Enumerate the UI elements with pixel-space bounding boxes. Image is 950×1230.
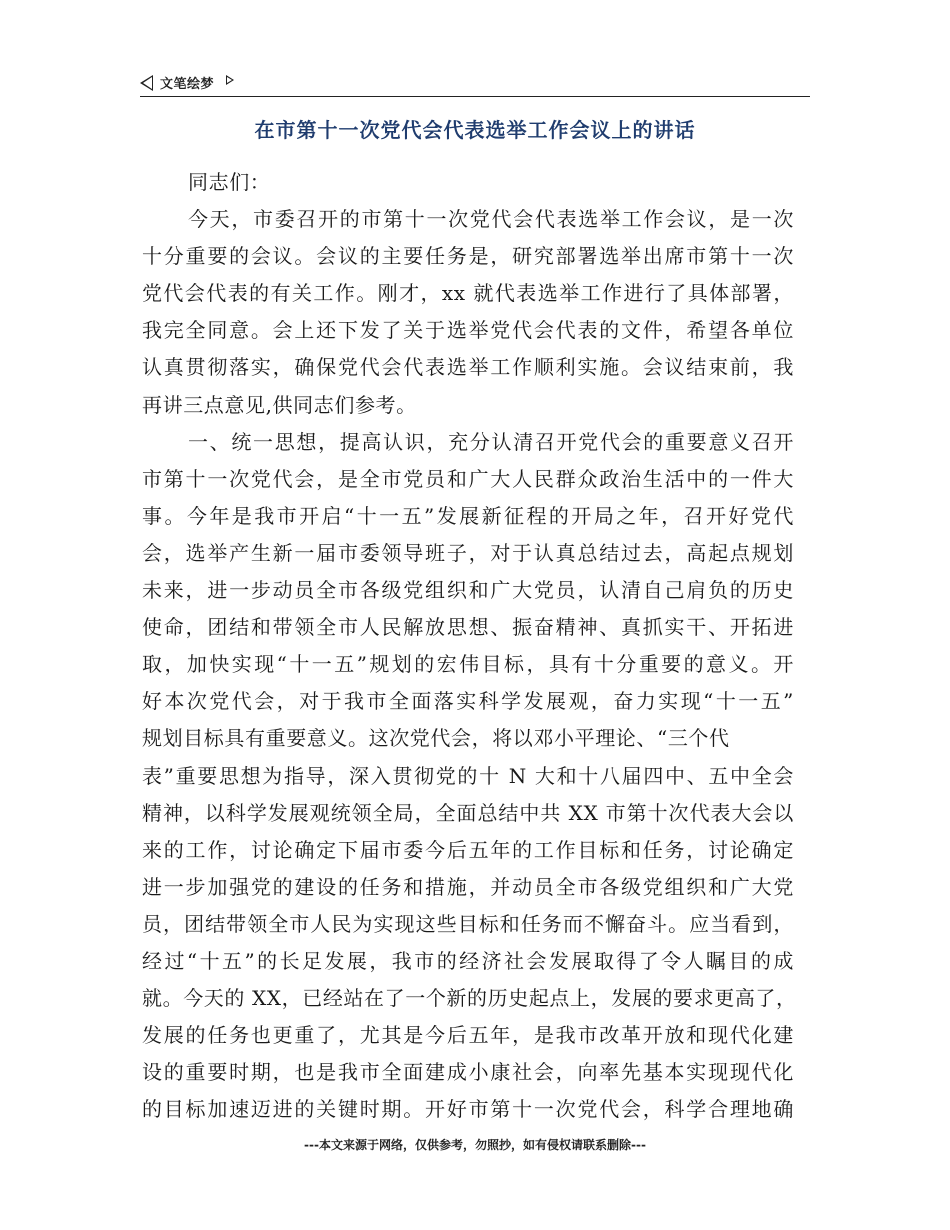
- page-footer: ---本文来源于网络，仅供参考，勿照抄，如有侵权请联系删除---: [304, 1138, 646, 1152]
- text-line: 党代会代表的有关工作。刚才，xx 就代表选举工作进行了具体部署，: [142, 281, 794, 306]
- text-line: 我完全同意。会上还下发了关于选举党代会代表的文件，希望各单位: [142, 318, 794, 343]
- text-line: 事。今年是我市开启“十一五”发展新征程的开局之年，召开好党代: [142, 503, 794, 528]
- text-line: 十分重要的会议。会议的主要任务是，研究部署选举出席市第十一次: [142, 244, 794, 269]
- document-title: 在市第十一次党代会代表选举工作会议上的讲话: [254, 118, 696, 142]
- text-line: 设的重要时期，也是我市全面建成小康社会，向率先基本实现现代化: [142, 1060, 794, 1085]
- paragraph-2: [142, 424, 797, 1129]
- document-body: [142, 164, 797, 1128]
- text-line: 再讲三点意见,供同志们参考。: [142, 392, 417, 417]
- text-line: 一、统一思想，提高认识，充分认清召开党代会的重要意义召开: [188, 429, 794, 454]
- text-line: 好本次党代会，对于我市全面落实科学发展观，奋力实现“十一五”: [142, 689, 794, 714]
- text-line: 认真贯彻落实，确保党代会代表选举工作顺利实施。会议结束前，我: [142, 355, 794, 380]
- text-line: 就。今天的 XX，已经站在了一个新的历史起点上，发展的要求更高了，: [142, 986, 797, 1011]
- text-line: 来的工作，讨论确定下届市委今后五年的工作目标和任务，讨论确定: [142, 837, 794, 862]
- text-line: 经过“十五”的长足发展，我市的经济社会发展取得了令人瞩目的成: [142, 948, 794, 973]
- text-line: 会，选举产生新一届市委领导班子，对于认真总结过去，高起点规划: [142, 540, 794, 565]
- page-header: [140, 72, 810, 97]
- text-line: 规划目标具有重要意义。这次党代会，将以邓小平理论、“三个代: [142, 726, 730, 751]
- triangle-right-icon: [226, 75, 234, 85]
- text-line: 未来，进一步动员全市各级党组织和广大党员，认清自己肩负的历史: [142, 578, 794, 603]
- triangle-left-icon: [140, 75, 153, 91]
- text-line: 表”重要思想为指导，深入贯彻党的十 N 大和十八届四中、五中全会: [142, 763, 794, 788]
- text-line: 今天，市委召开的市第十一次党代会代表选举工作会议，是一次: [188, 207, 794, 232]
- text-line: 进一步加强党的建设的任务和措施，并动员全市各级党组织和广大党: [142, 874, 794, 899]
- text-line: 市第十一次党代会，是全市党员和广大人民群众政治生活中的一件大: [142, 466, 794, 491]
- paragraph-1: [142, 201, 794, 424]
- greeting: 同志们：: [188, 170, 271, 194]
- text-line: 精神，以科学发展观统领全局，全面总结中共 XX 市第十次代表大会以: [142, 800, 794, 825]
- text-line: 使命，团结和带领全市人民解放思想、振奋精神、真抓实干、开拓进: [142, 615, 794, 640]
- text-line: 发展的任务也更重了，尤其是今后五年，是我市改革开放和现代化建: [142, 1023, 794, 1048]
- text-line: 员，团结带领全市人民为实现这些目标和任务而不懈奋斗。应当看到，: [142, 911, 794, 936]
- header-brand: 文笔绘梦: [160, 77, 215, 92]
- text-line: 取，加快实现“十一五”规划的宏伟目标，具有十分重要的意义。开: [142, 652, 794, 677]
- text-line: 的目标加速迈进的关键时期。开好市第十一次党代会，科学合理地确: [142, 1097, 794, 1122]
